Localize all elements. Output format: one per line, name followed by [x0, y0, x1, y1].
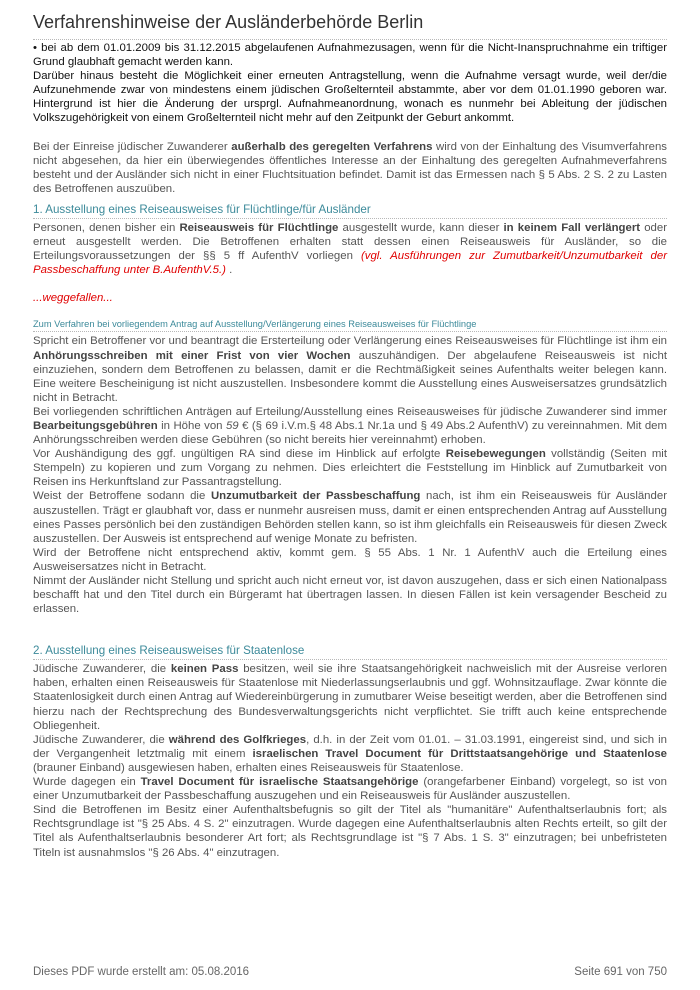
procedure-paragraph-5: Wird der Betroffene nicht entsprechend aktiv, kommt gem. § 55 Abs. 1 Nr. 1 AufenthV auch die Erteilung eines Ausweisersatzes nicht in Betracht.	[33, 546, 667, 573]
intro-paragraph: Darüber hinaus besteht die Möglichkeit einer erneuten Antragstellung, wenn die Aufnahme versagt wurde, weil der/die Aufzunehmende zwar von mindestens einem jüdischen Großelternteil abstammte, aber vor dem 01.01.1990 geboren war. Hintergrund ist hier die Änderung der ursprgl. Aufnahmeanordnung, wonach es nunmehr bei Ableitung der jüdischen Volkszugehörigkeit von einem Großelternteil nicht mehr auf den Zeitpunkt der Geburt ankommt.	[33, 70, 667, 125]
section1-paragraph: Personen, denen bisher ein Reiseausweis für Flüchtlinge ausgestellt wurde, kann dieser in keinem Fall verlängert oder erneut ausgestellt werden. Die Betroffenen erhalten statt dessen einen Reiseausweis für Ausländer, so die Erteilungsvoraussetzungen der §§ 5 ff AufenthV vorliegen (vgl. Ausführungen zur Zumutbarkeit/Unzumutbarkeit der Passbeschaffung unter B.AufenthV.5.) .	[33, 221, 667, 277]
procedure-paragraph-3: Vor Aushändigung des ggf. ungültigen RA sind diese im Hinblick auf erfolgte Reisebewegungen vollständig (Seiten mit Stempeln) zu kopieren und zum Vorgang zu nehmen. Dies erleichtert die Feststellung im Hinblick auf Zumutbarkeit von Reisen ins Herkunftsland zur Passantragstellung.	[33, 448, 667, 489]
section-heading-2: 2. Ausstellung eines Reiseausweises für Staatenlose	[33, 644, 667, 660]
document-body	[33, 41, 667, 860]
removed-note: ...weggefallen...	[33, 292, 113, 305]
procedure-paragraph-6: Nimmt der Ausländer nicht Stellung und spricht auch nicht erneut vor, ist davon auszugehen, dass er sich einen Nationalpass beschafft hat und den Titel durch ein Bürgeramt hat übertragen lassen. In diesen Fällen ist kein versagender Bescheid zu erlassen.	[33, 575, 667, 616]
page-title: Verfahrenshinweise der Ausländerbehörde Berlin	[33, 12, 667, 40]
subsection-heading: Zum Verfahren bei vorliegendem Antrag auf Ausstellung/Verlängerung eines Reiseausweises für Flüchtlinge	[33, 319, 667, 332]
procedure-paragraph-2: Bei vorliegenden schriftlichen Anträgen auf Erteilung/Ausstellung eines Reiseausweises für jüdische Zuwanderer sind immer Bearbeitungsgebühren in Höhe von 59 € (§ 69 i.V.m.§ 48 Abs.1 Nr.1a und § 49 Abs.2 AufenthV) zu vereinnahmen. Mit dem Anhörungsschreiben werden diese Gebühren (so nicht bereits hier vereinnahmt) erhoben.	[33, 405, 667, 447]
footer-page-number: Seite 691 von 750	[574, 966, 667, 978]
stateless-paragraph-4: Sind die Betroffenen im Besitz einer Aufenthaltsbefugnis so gilt der Titel als "humanitäre" Aufenthaltserlaubnis fort; als Rechtsgrundlage ist "§ 25 Abs. 4 S. 2" einzutragen. Wurde dagegen eine Aufenthaltserlaubnis alten Rechts erteilt, so gilt der Titel als Aufenthaltserlaubnis besonderer Art fort; als Rechtsgrundlage ist "§ 7 Abs. 1 S. 3" einzutragen; bei unbefristeten Titeln ist ausnahmslos "§ 26 Abs. 4" einzutragen.	[33, 804, 667, 859]
section-heading-1: 1. Ausstellung eines Reiseausweises für Flüchtlinge/für Ausländer	[33, 203, 667, 219]
procedure-paragraph-1: Spricht ein Betroffener vor und beantragt die Ersterteilung oder Verlängerung eines Reiseausweises für Flüchtlinge ist ihm ein Anhörungsschreiben mit einer Frist von vier Wochen auszuhändigen. Der abgelaufene Reiseausweis ist nicht einzuziehen, sondern dem Betroffenen zu belassen, damit er die Rechtmäßigkeit seines Aufenthalts weiter belegen kann. Eine weitere Bescheinigung ist nicht auszustellen. Insbesondere kommt die Ausstellung eines Ausweisersatzes grundsätzlich nicht in Betracht.	[33, 335, 667, 404]
stateless-paragraph-3: Wurde dagegen ein Travel Document für israelische Staatsangehörige (orangefarbener Einband) vorgelegt, so ist von einer Unzumutbarkeit der Passbeschaffung auszugehen und ein Reiseausweis für Ausländer auszustellen.	[33, 776, 667, 803]
stateless-paragraph-2: Jüdische Zuwanderer, die während des Golfkrieges, d.h. in der Zeit vom 01.01. – 31.03.1991, eingereist sind, und sich in der Vergangenheit letztmalig mit einem israelischen Travel Document für Drittstaatsangehörige und Staatenlose (brauner Einband) ausgewiesen haben, erhalten eines Reiseausweis für Staatenlose.	[33, 733, 668, 774]
procedure-paragraph-4: Weist der Betroffene sodann die Unzumutbarkeit der Passbeschaffung nach, ist ihm ein Reiseausweis für Ausländer auszustellen. Trägt er glaubhaft vor, dass er nunmehr ausreisen muss, damit er einen entsprechenden Antrag auf Ausstellung eines Passes persönlich bei den zuständigen Behörden stellen kann, so ist ihm gleichfalls ein Reiseausweis für diesen Zweck auszustellen. Der Ausweis ist entsprechend auf wenige Monate zu befristen.	[33, 490, 667, 545]
intro-bullet: • bei ab dem 01.01.2009 bis 31.12.2015 abgelaufenen Aufnahmezusagen, wenn für die Nicht-Inanspruchnahme ein triftiger Grund glaubhaft gemacht werden kann.	[33, 42, 667, 69]
einreise-paragraph: Bei der Einreise jüdischer Zuwanderer außerhalb des geregelten Verfahrens wird von der Einhaltung des Visumverfahrens nicht abgesehen, da hier ein überwiegendes öffentliches Interesse an der Einhaltung des geregelten Aufnahmeverfahrens besteht und der Ausländer sich nicht in einer Fluchtsituation befindet. Damit ist das Ermessen nach § 5 Abs. 2 S. 2 zu Lasten des Betroffenen auszuüben.	[33, 140, 667, 195]
footer-created-date: Dieses PDF wurde erstellt am: 05.08.2016	[33, 966, 250, 978]
stateless-paragraph-1: Jüdische Zuwanderer, die keinen Pass besitzen, weil sie ihre Staatsangehörigkeit nachweislich mit der Ausreise verloren haben, erhalten einen Reiseausweis für Staatenlose mit Niederlassungserlaubnis und ggf. Wohnsitzauflage. Zwar könnte die Staatenlosigkeit durch einen Antrag auf Wiedereinbürgerung in zumutbarer Weise beseitigt werden, aber die Betroffenen sind hierzu nach der Rechtsprechung des Bundesverwaltungsgerichts nicht verpflichtet. Sie trifft auch keine entsprechende Obliegenheit.	[33, 663, 667, 732]
